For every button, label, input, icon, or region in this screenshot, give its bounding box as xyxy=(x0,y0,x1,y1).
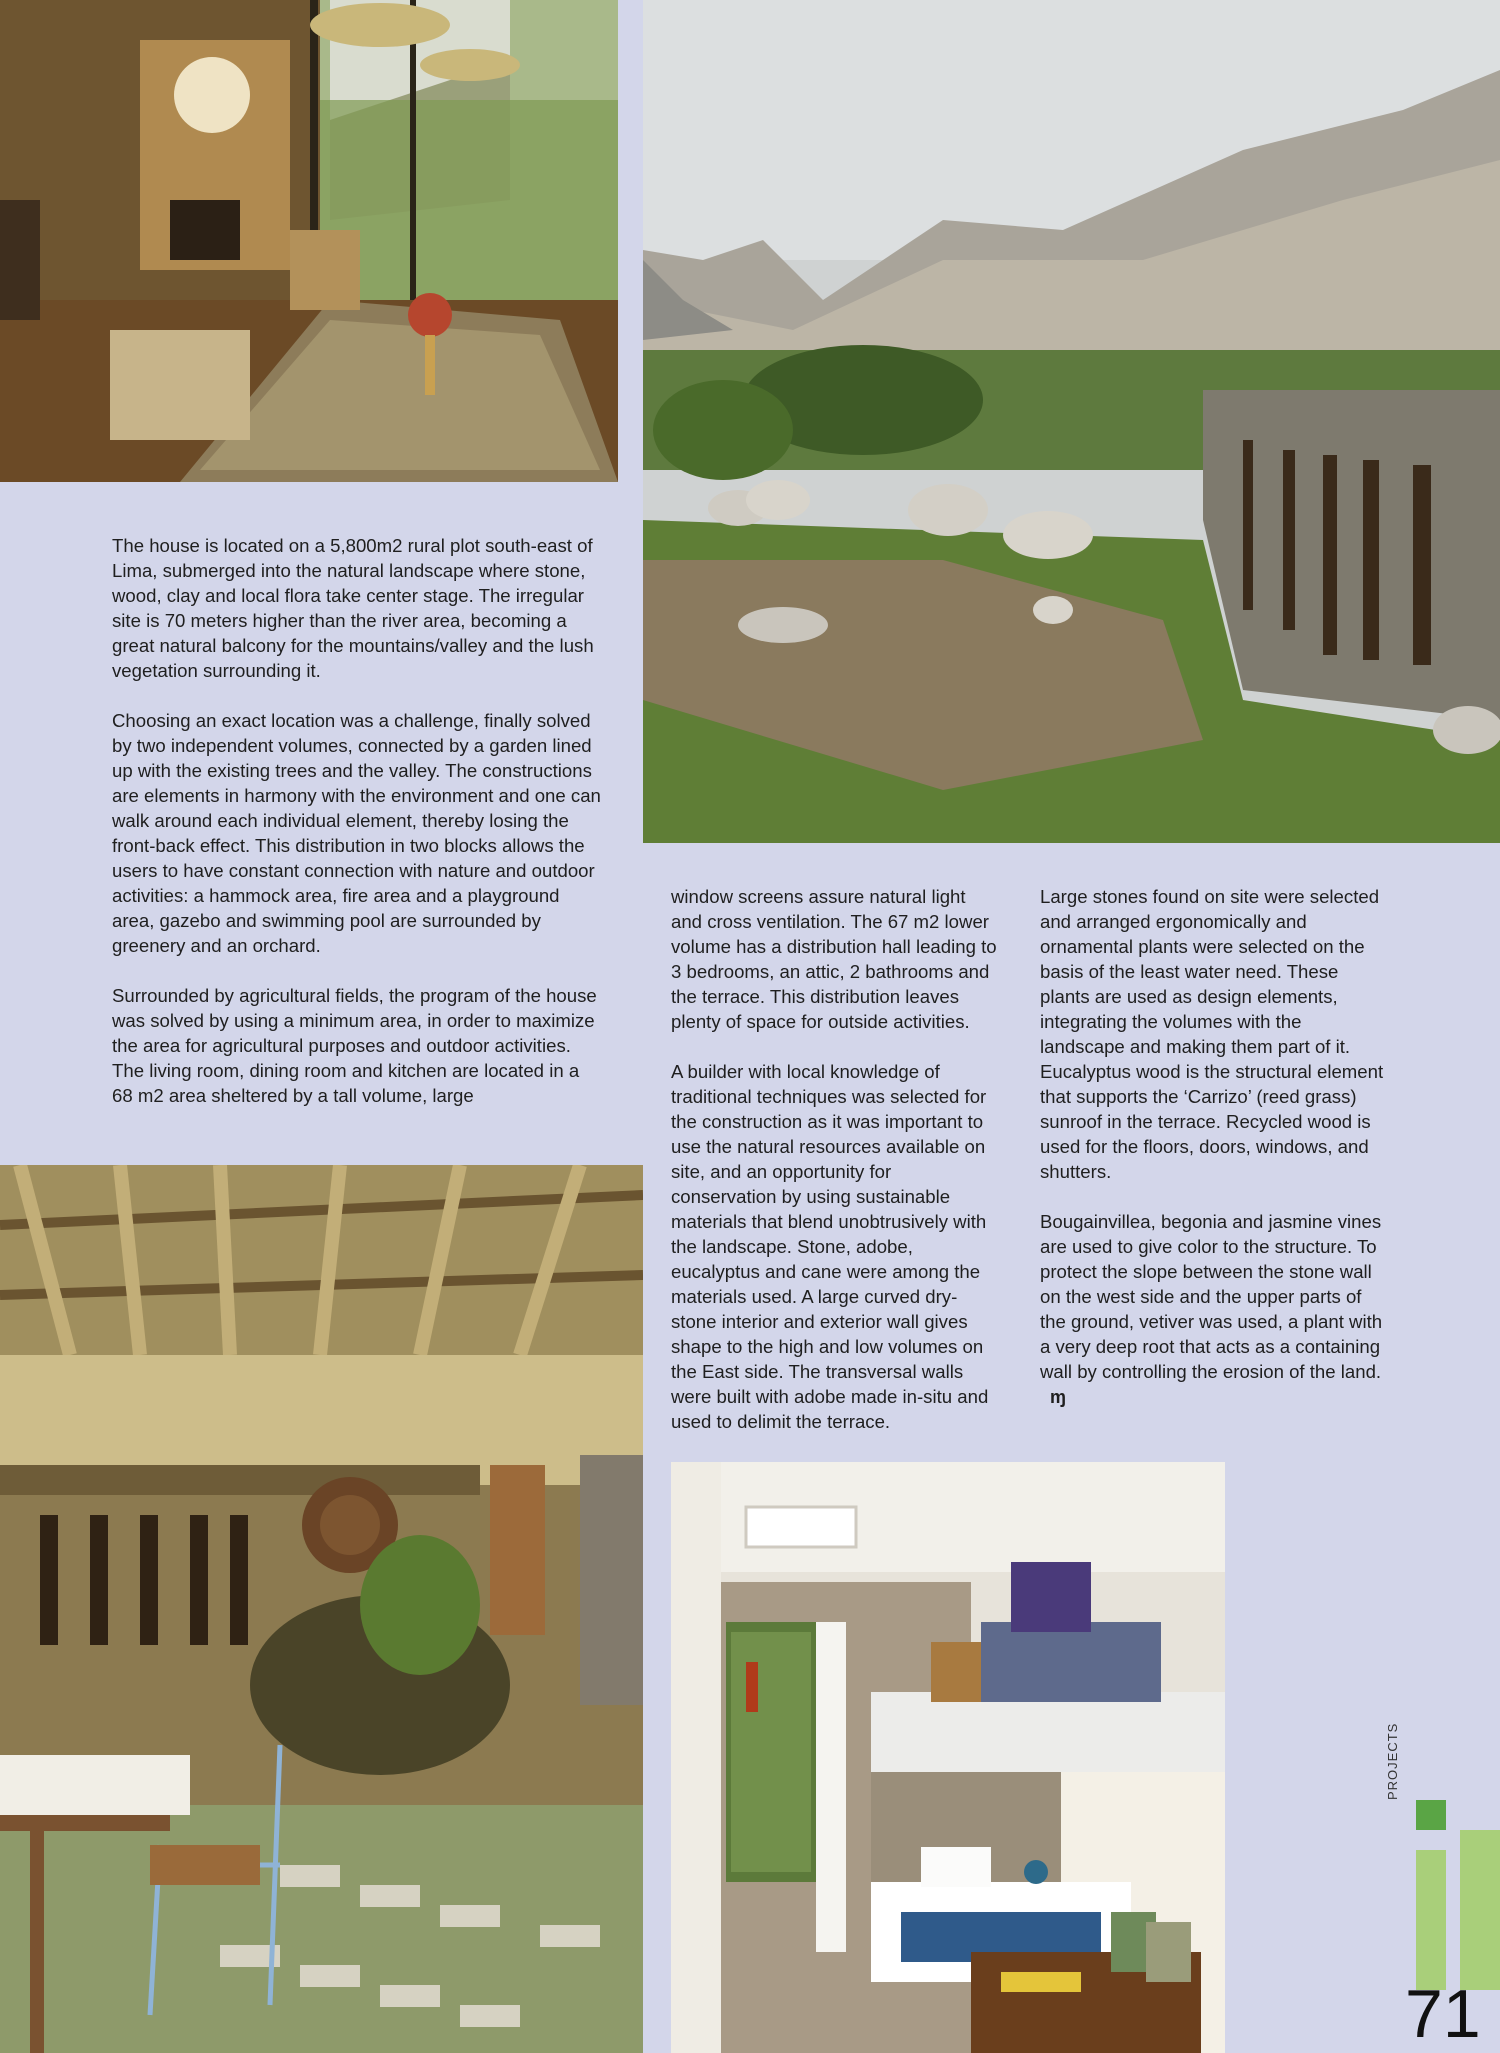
article-column-3 xyxy=(1040,884,1390,1435)
end-mark-icon: ɱ xyxy=(1050,1387,1067,1407)
photo-bedroom-bunk xyxy=(671,1462,1225,2053)
paragraph-text: Bougainvillea, begonia and jasmine vines are used to give color to the structure. To protect the slope between the stone wall on the west side and the upper parts of the ground, vetiver was used, a plant with a very deep root that acts as a containing wall by controlling the erosion of the land. xyxy=(1040,1211,1383,1382)
paragraph: Choosing an exact location was a challenge, finally solved by two independent volumes, connected by a garden lined up with the existing trees and the valley. The constructions are elements in harmony with the environment and one can walk around each individual element, thereby losing the front-back effect. This distribution in two blocks allows the users to have constant connection with nature and outdoor activities: a hammock area, fire area and a playground area, gazebo and swimming pool are surrounded by greenery and an orchard. xyxy=(112,710,601,956)
photo-terrace-pergola xyxy=(0,1165,643,2053)
photo-landscape-stone-wall xyxy=(643,0,1500,843)
article-column-1 xyxy=(112,533,602,1133)
paragraph: Surrounded by agricultural fields, the program of the house was solved by using a minimum area, in order to maximize the area for agricultural purposes and outdoor activities. The living room, dining room and kitchen are located in a 68 m2 area sheltered by a tall volume, large xyxy=(112,985,597,1106)
paragraph: A builder with local knowledge of traditional techniques was selected for the construction as it was important to use the natural resources available on site, and an opportunity for conservation by using sustainable materials that blend unobtrusively with the landscape. Stone, adobe, eucalyptus and cane were among the materials used. A large curved dry-stone interior and exterior wall gives shape to the high and low volumes on the East side. The transversal walls were built with adobe made in-situ and used to delimit the terrace. xyxy=(671,1061,989,1432)
paragraph: window screens assure natural light and cross ventilation. The 67 m2 lower volume has a distribution hall leading to 3 bedrooms, an attic, 2 bathrooms and the terrace. This distribution leaves plenty of space for outside activities. xyxy=(671,886,997,1032)
paragraph xyxy=(1040,1209,1390,1410)
photo-interior-living-room xyxy=(0,0,618,482)
section-label: PROJECTS xyxy=(1385,1722,1400,1800)
paragraph: Large stones found on site were selected and arranged ergonomically and ornamental plants were selected on the basis of the least water need. These plants are used as design elements, integrating the volumes with the landscape and making them part of it. Eucalyptus wood is the structural element that supports the ‘Carrizo’ (reed grass) sunroof in the terrace. Recycled wood is used for the floors, doors, windows, and shutters. xyxy=(1040,886,1384,1182)
page-number: 71 xyxy=(1405,1976,1481,2052)
paragraph: The house is located on a 5,800m2 rural plot south-east of Lima, submerged into the natural landscape where stone, wood, clay and local flora take center stage. The irregular site is 70 meters higher than the river area, becoming a great natural balcony for the mountains/valley and the lush vegetation surrounding it. xyxy=(112,535,594,681)
article-column-2 xyxy=(671,884,1001,1459)
